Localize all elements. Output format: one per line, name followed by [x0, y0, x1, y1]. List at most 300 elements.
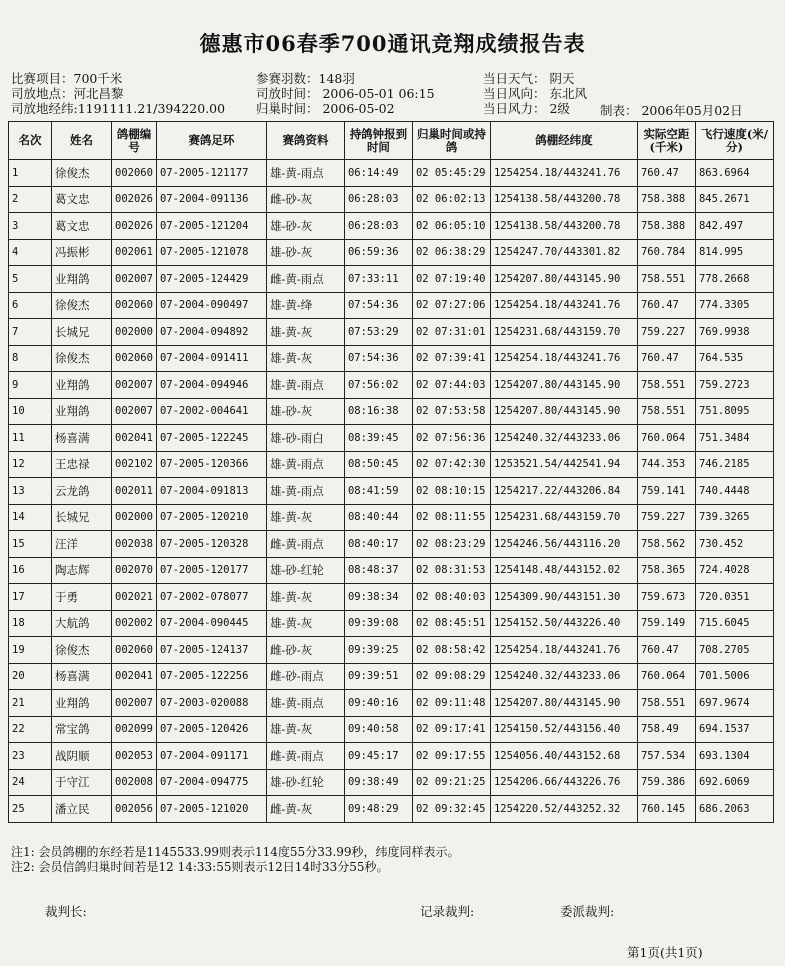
table-cell: 07-2005-121177 — [156, 160, 266, 187]
table-cell: 697.9674 — [695, 690, 773, 717]
table-cell: 760.064 — [637, 425, 695, 452]
table-cell: 1254240.32/443233.06 — [490, 663, 637, 690]
table-cell: 08:39:45 — [344, 425, 412, 452]
table-cell: 16 — [9, 557, 52, 584]
table-cell: 雌-黄-灰 — [266, 796, 344, 823]
table-cell: 02 07:31:01 — [412, 319, 490, 346]
table-cell: 1 — [9, 160, 52, 187]
table-cell: 774.3305 — [695, 292, 773, 319]
table-cell: 002007 — [112, 690, 157, 717]
table-cell: 1254152.50/443226.40 — [490, 610, 637, 637]
table-cell: 业翔鸽 — [52, 372, 112, 399]
table-row — [9, 743, 774, 770]
table-cell: 徐俊杰 — [52, 160, 112, 187]
table-cell: 720.0351 — [695, 584, 773, 611]
table-cell: 02 08:40:03 — [412, 584, 490, 611]
table-cell: 09:39:08 — [344, 610, 412, 637]
table-cell: 814.995 — [695, 239, 773, 266]
notes — [11, 845, 460, 875]
table-cell: 雄-砂-灰 — [266, 239, 344, 266]
table-cell: 1254150.52/443156.40 — [490, 716, 637, 743]
table-cell: 758.49 — [637, 716, 695, 743]
table-cell: 715.6045 — [695, 610, 773, 637]
table-cell: 雄-砂-红轮 — [266, 557, 344, 584]
table-row — [9, 186, 774, 213]
table-cell: 10 — [9, 398, 52, 425]
header-cell: 名次 — [9, 122, 52, 160]
table-cell: 07-2002-004641 — [156, 398, 266, 425]
table-row — [9, 769, 774, 796]
table-cell: 07-2005-121020 — [156, 796, 266, 823]
table-cell: 汪洋 — [52, 531, 112, 558]
table-row — [9, 610, 774, 637]
table-cell: 06:59:36 — [344, 239, 412, 266]
table-row — [9, 425, 774, 452]
table-row — [9, 319, 774, 346]
table-cell: 18 — [9, 610, 52, 637]
table-cell: 07-2005-120366 — [156, 451, 266, 478]
table-cell: 002007 — [112, 372, 157, 399]
table-cell: 雄-黄-灰 — [266, 504, 344, 531]
table-cell: 02 07:44:03 — [412, 372, 490, 399]
table-cell: 1254056.40/443152.68 — [490, 743, 637, 770]
table-cell: 06:28:03 — [344, 213, 412, 240]
table-cell: 02 08:31:53 — [412, 557, 490, 584]
table-cell: 759.2723 — [695, 372, 773, 399]
table-cell: 07:56:02 — [344, 372, 412, 399]
table-cell: 07:33:11 — [344, 266, 412, 293]
table-cell: 002007 — [112, 398, 157, 425]
table-cell: 雌-砂-雨点 — [266, 663, 344, 690]
table-cell: 雄-黄-雨点 — [266, 690, 344, 717]
table-cell: 07-2005-124429 — [156, 266, 266, 293]
release-location: 司放地点：河北昌黎 — [11, 86, 124, 101]
table-cell: 1254254.18/443241.76 — [490, 637, 637, 664]
table-cell: 雌-砂-灰 — [266, 186, 344, 213]
table-cell: 雌-砂-灰 — [266, 637, 344, 664]
table-cell: 1254309.90/443151.30 — [490, 584, 637, 611]
table-cell: 002021 — [112, 584, 157, 611]
table-cell: 25 — [9, 796, 52, 823]
table-cell: 雄-黄-灰 — [266, 345, 344, 372]
table-cell: 雄-黄-灰 — [266, 716, 344, 743]
table-cell: 07-2004-091813 — [156, 478, 266, 505]
table-cell: 1254246.56/443116.20 — [490, 531, 637, 558]
table-cell: 758.388 — [637, 186, 695, 213]
table-cell: 758.551 — [637, 690, 695, 717]
table-cell: 1254240.32/443233.06 — [490, 425, 637, 452]
table-cell: 1254217.22/443206.84 — [490, 478, 637, 505]
table-cell: 雄-黄-灰 — [266, 610, 344, 637]
table-cell: 778.2668 — [695, 266, 773, 293]
table-cell: 07-2002-078077 — [156, 584, 266, 611]
table-cell: 740.4448 — [695, 478, 773, 505]
table-cell: 002053 — [112, 743, 157, 770]
info-column-left — [11, 71, 225, 116]
table-cell: 02 08:11:55 — [412, 504, 490, 531]
table-cell: 23 — [9, 743, 52, 770]
table-cell: 07-2005-122256 — [156, 663, 266, 690]
table-cell: 002060 — [112, 345, 157, 372]
table-cell: 11 — [9, 425, 52, 452]
table-cell: 764.535 — [695, 345, 773, 372]
table-cell: 1254207.80/443145.90 — [490, 398, 637, 425]
table-row — [9, 292, 774, 319]
print-date: 制表： 2006年05月02日 — [600, 103, 743, 118]
table-cell: 758.551 — [637, 398, 695, 425]
table-cell: 02 06:02:13 — [412, 186, 490, 213]
header-cell: 飞行速度(米/分) — [695, 122, 773, 160]
chief-referee-label: 裁判长: — [45, 904, 87, 919]
table-cell: 15 — [9, 531, 52, 558]
table-row — [9, 716, 774, 743]
table-cell: 陶志辉 — [52, 557, 112, 584]
table-cell: 1254138.58/443200.78 — [490, 186, 637, 213]
table-cell: 02 08:58:42 — [412, 637, 490, 664]
table-cell: 760.47 — [637, 345, 695, 372]
table-cell: 02 07:39:41 — [412, 345, 490, 372]
table-cell: 002007 — [112, 266, 157, 293]
table-cell: 07-2005-120177 — [156, 557, 266, 584]
table-cell: 08:41:59 — [344, 478, 412, 505]
table-cell: 002011 — [112, 478, 157, 505]
table-cell: 09:40:16 — [344, 690, 412, 717]
return-time: 归巢时间： 2006-05-02 — [256, 101, 395, 116]
table-cell: 1254231.68/443159.70 — [490, 319, 637, 346]
table-cell: 徐俊杰 — [52, 345, 112, 372]
table-cell: 业翔鸽 — [52, 690, 112, 717]
table-cell: 09:39:25 — [344, 637, 412, 664]
table-cell: 雄-砂-雨白 — [266, 425, 344, 452]
entry-count: 参赛羽数：148羽 — [256, 71, 355, 86]
table-cell: 07-2005-121078 — [156, 239, 266, 266]
table-cell: 02 07:27:06 — [412, 292, 490, 319]
weather: 当日天气： 阴天 — [483, 71, 575, 86]
table-row — [9, 690, 774, 717]
table-cell: 雌-黄-雨点 — [266, 531, 344, 558]
header-cell: 鸽棚经纬度 — [490, 122, 637, 160]
table-cell: 760.47 — [637, 292, 695, 319]
header-cell: 持鸽钟报到时间 — [344, 122, 412, 160]
table-cell: 潘立民 — [52, 796, 112, 823]
table-cell: 02 09:17:55 — [412, 743, 490, 770]
table-cell: 雄-黄-雨点 — [266, 478, 344, 505]
table-row — [9, 637, 774, 664]
table-row — [9, 239, 774, 266]
table-cell: 5 — [9, 266, 52, 293]
table-cell: 2 — [9, 186, 52, 213]
table-cell: 002070 — [112, 557, 157, 584]
table-cell: 业翔鸽 — [52, 398, 112, 425]
report-title: 德惠市06春季700通讯竞翔成绩报告表 — [199, 31, 586, 56]
table-cell: 07:54:36 — [344, 345, 412, 372]
info-column-middle — [256, 71, 435, 116]
table-cell: 大航鸽 — [52, 610, 112, 637]
table-cell: 1254220.52/443252.32 — [490, 796, 637, 823]
table-cell: 686.2063 — [695, 796, 773, 823]
header-cell: 实际空距(千米) — [637, 122, 695, 160]
table-cell: 07-2004-090497 — [156, 292, 266, 319]
table-cell: 02 07:19:40 — [412, 266, 490, 293]
table-cell: 6 — [9, 292, 52, 319]
table-cell: 9 — [9, 372, 52, 399]
table-cell: 冯振彬 — [52, 239, 112, 266]
table-header-row — [9, 122, 774, 160]
table-cell: 08:48:37 — [344, 557, 412, 584]
table-cell: 07-2004-094946 — [156, 372, 266, 399]
table-cell: 002000 — [112, 504, 157, 531]
table-cell: 06:14:49 — [344, 160, 412, 187]
delegate-referee-label: 委派裁判: — [560, 904, 615, 919]
table-cell: 1254254.18/443241.76 — [490, 345, 637, 372]
table-cell: 雄-黄-雨点 — [266, 451, 344, 478]
record-referee-label: 记录裁判: — [420, 904, 475, 919]
table-cell: 葛文忠 — [52, 186, 112, 213]
table-row — [9, 345, 774, 372]
table-cell: 760.47 — [637, 160, 695, 187]
table-cell: 07-2005-120426 — [156, 716, 266, 743]
table-cell: 07-2004-091411 — [156, 345, 266, 372]
table-cell: 1254206.66/443226.76 — [490, 769, 637, 796]
table-cell: 757.534 — [637, 743, 695, 770]
table-cell: 07-2003-020088 — [156, 690, 266, 717]
table-row — [9, 557, 774, 584]
table-cell: 769.9938 — [695, 319, 773, 346]
table-cell: 708.2705 — [695, 637, 773, 664]
table-cell: 雄-砂-灰 — [266, 213, 344, 240]
table-cell: 759.227 — [637, 319, 695, 346]
table-cell: 云龙鸽 — [52, 478, 112, 505]
table-cell: 701.5006 — [695, 663, 773, 690]
table-cell: 02 08:23:29 — [412, 531, 490, 558]
table-cell: 王忠禄 — [52, 451, 112, 478]
table-cell: 02 09:32:45 — [412, 796, 490, 823]
table-row — [9, 398, 774, 425]
table-row — [9, 796, 774, 823]
table-cell: 杨喜满 — [52, 663, 112, 690]
table-cell: 751.8095 — [695, 398, 773, 425]
table-cell: 7 — [9, 319, 52, 346]
table-cell: 20 — [9, 663, 52, 690]
table-cell: 1254207.80/443145.90 — [490, 266, 637, 293]
table-cell: 1254138.58/443200.78 — [490, 213, 637, 240]
table-cell: 09:40:58 — [344, 716, 412, 743]
table-cell: 758.388 — [637, 213, 695, 240]
table-cell: 1254231.68/443159.70 — [490, 504, 637, 531]
table-cell: 19 — [9, 637, 52, 664]
table-cell: 760.145 — [637, 796, 695, 823]
table-row — [9, 160, 774, 187]
table-cell: 758.551 — [637, 372, 695, 399]
table-cell: 1254254.18/443241.76 — [490, 160, 637, 187]
table-cell: 雄-黄-灰 — [266, 319, 344, 346]
table-cell: 02 07:56:36 — [412, 425, 490, 452]
results-body — [9, 160, 774, 823]
table-cell: 758.551 — [637, 266, 695, 293]
table-cell: 1254247.70/443301.82 — [490, 239, 637, 266]
table-cell: 杨喜满 — [52, 425, 112, 452]
table-cell: 758.562 — [637, 531, 695, 558]
table-cell: 002002 — [112, 610, 157, 637]
table-cell: 07:54:36 — [344, 292, 412, 319]
table-cell: 02 07:42:30 — [412, 451, 490, 478]
note-2: 注2: 会员信鸽归巢时间若是12 14:33:55则表示12日14时33分55秒。 — [11, 860, 389, 874]
table-cell: 02 07:53:58 — [412, 398, 490, 425]
table-cell: 002041 — [112, 663, 157, 690]
table-cell: 002026 — [112, 213, 157, 240]
table-cell: 08:40:17 — [344, 531, 412, 558]
table-cell: 730.452 — [695, 531, 773, 558]
info-column-right — [483, 71, 587, 116]
note-1: 注1: 会员鸽棚的东经若是1145533.99则表示114度55分33.99秒，纬度同样表示。 — [11, 845, 460, 859]
table-cell: 1254148.48/443152.02 — [490, 557, 637, 584]
release-time: 司放时间： 2006-05-01 06:15 — [256, 86, 435, 101]
table-cell: 692.6069 — [695, 769, 773, 796]
table-cell: 002056 — [112, 796, 157, 823]
table-cell: 战阴顺 — [52, 743, 112, 770]
header-cell: 归巢时间或持鸽 — [412, 122, 490, 160]
table-cell: 1254207.80/443145.90 — [490, 372, 637, 399]
table-cell: 于守江 — [52, 769, 112, 796]
release-coords: 司放地经纬:1191111.21/394220.00 — [11, 101, 226, 116]
header-cell: 鸽棚编号 — [112, 122, 157, 160]
table-cell: 759.386 — [637, 769, 695, 796]
table-cell: 07-2005-124137 — [156, 637, 266, 664]
table-cell: 雄-砂-灰 — [266, 398, 344, 425]
table-cell: 002038 — [112, 531, 157, 558]
table-cell: 09:48:29 — [344, 796, 412, 823]
table-cell: 雄-砂-红轮 — [266, 769, 344, 796]
table-cell: 693.1304 — [695, 743, 773, 770]
table-cell: 业翔鸽 — [52, 266, 112, 293]
table-cell: 17 — [9, 584, 52, 611]
table-cell: 08:16:38 — [344, 398, 412, 425]
table-cell: 徐俊杰 — [52, 637, 112, 664]
table-row — [9, 266, 774, 293]
table-cell: 雄-黄-雨点 — [266, 372, 344, 399]
table-cell: 02 09:17:41 — [412, 716, 490, 743]
table-cell: 002060 — [112, 292, 157, 319]
table-cell: 07-2005-120210 — [156, 504, 266, 531]
table-cell: 8 — [9, 345, 52, 372]
table-cell: 07-2004-091171 — [156, 743, 266, 770]
table-cell: 09:38:34 — [344, 584, 412, 611]
table-row — [9, 504, 774, 531]
table-row — [9, 372, 774, 399]
race-distance: 比赛项目：700千米 — [11, 71, 123, 86]
table-cell: 02 08:45:51 — [412, 610, 490, 637]
table-cell: 07-2004-094892 — [156, 319, 266, 346]
table-cell: 13 — [9, 478, 52, 505]
table-cell: 雄-黄-绛 — [266, 292, 344, 319]
table-cell: 746.2185 — [695, 451, 773, 478]
table-cell: 07-2004-091136 — [156, 186, 266, 213]
table-cell: 02 06:38:29 — [412, 239, 490, 266]
table-cell: 07-2004-094775 — [156, 769, 266, 796]
table-cell: 长城兄 — [52, 504, 112, 531]
table-cell: 02 09:08:29 — [412, 663, 490, 690]
table-cell: 1253521.54/442541.94 — [490, 451, 637, 478]
table-cell: 842.497 — [695, 213, 773, 240]
table-row — [9, 478, 774, 505]
table-cell: 02 06:05:10 — [412, 213, 490, 240]
table-cell: 759.227 — [637, 504, 695, 531]
table-cell: 724.4028 — [695, 557, 773, 584]
table-cell: 于勇 — [52, 584, 112, 611]
table-cell: 759.149 — [637, 610, 695, 637]
table-cell: 002060 — [112, 637, 157, 664]
table-cell: 14 — [9, 504, 52, 531]
table-cell: 751.3484 — [695, 425, 773, 452]
table-cell: 760.784 — [637, 239, 695, 266]
table-cell: 06:28:03 — [344, 186, 412, 213]
table-cell: 雌-黄-雨点 — [266, 743, 344, 770]
table-row — [9, 584, 774, 611]
table-cell: 08:40:44 — [344, 504, 412, 531]
table-cell: 22 — [9, 716, 52, 743]
table-cell: 1254254.18/443241.76 — [490, 292, 637, 319]
table-cell: 雄-黄-灰 — [266, 584, 344, 611]
table-cell: 21 — [9, 690, 52, 717]
table-cell: 744.353 — [637, 451, 695, 478]
table-cell: 09:38:49 — [344, 769, 412, 796]
table-cell: 07:53:29 — [344, 319, 412, 346]
table-cell: 07-2005-122245 — [156, 425, 266, 452]
table-cell: 24 — [9, 769, 52, 796]
table-cell: 08:50:45 — [344, 451, 412, 478]
wind-force: 当日风力： 2级 — [483, 101, 570, 116]
table-cell: 02 09:11:48 — [412, 690, 490, 717]
table-cell: 12 — [9, 451, 52, 478]
header-cell: 赛鸽资料 — [266, 122, 344, 160]
table-cell: 002099 — [112, 716, 157, 743]
table-cell: 葛文忠 — [52, 213, 112, 240]
table-cell: 09:39:51 — [344, 663, 412, 690]
table-cell: 758.365 — [637, 557, 695, 584]
table-cell: 雄-黄-雨点 — [266, 160, 344, 187]
header-cell: 姓名 — [52, 122, 112, 160]
wind-direction: 当日风向： 东北风 — [483, 86, 587, 101]
table-cell: 694.1537 — [695, 716, 773, 743]
table-cell: 002102 — [112, 451, 157, 478]
table-cell: 759.673 — [637, 584, 695, 611]
table-cell: 02 09:21:25 — [412, 769, 490, 796]
table-cell: 徐俊杰 — [52, 292, 112, 319]
table-cell: 760.064 — [637, 663, 695, 690]
table-row — [9, 451, 774, 478]
table-cell: 常宝鸽 — [52, 716, 112, 743]
table-row — [9, 531, 774, 558]
table-cell: 02 05:45:29 — [412, 160, 490, 187]
table-cell: 739.3265 — [695, 504, 773, 531]
table-row — [9, 663, 774, 690]
table-cell: 002060 — [112, 160, 157, 187]
table-row — [9, 213, 774, 240]
table-cell: 07-2005-120328 — [156, 531, 266, 558]
table-cell: 4 — [9, 239, 52, 266]
results-table — [8, 121, 774, 823]
table-cell: 002000 — [112, 319, 157, 346]
table-cell: 07-2005-121204 — [156, 213, 266, 240]
table-cell: 759.141 — [637, 478, 695, 505]
table-cell: 002008 — [112, 769, 157, 796]
table-cell: 雌-黄-雨点 — [266, 266, 344, 293]
table-cell: 3 — [9, 213, 52, 240]
table-cell: 002026 — [112, 186, 157, 213]
table-cell: 760.47 — [637, 637, 695, 664]
table-cell: 845.2671 — [695, 186, 773, 213]
table-cell: 02 08:10:15 — [412, 478, 490, 505]
